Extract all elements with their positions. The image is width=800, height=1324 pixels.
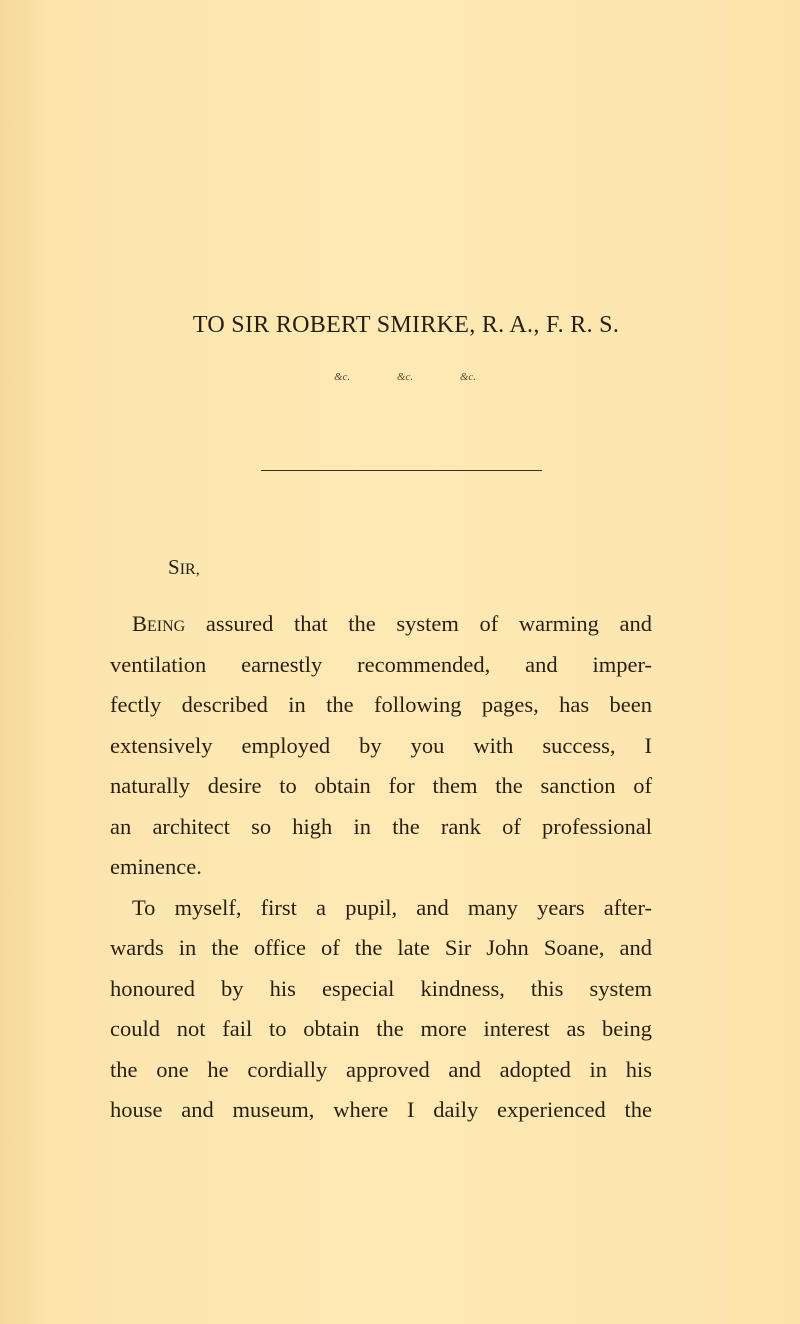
text-line: naturally desire to obtain for them the sanction of bbox=[110, 773, 652, 798]
text-line: extensively employed by you with success, I bbox=[110, 732, 652, 758]
lead-word: Being bbox=[132, 611, 186, 636]
text-line: the one he cordially approved and adopted in his bbox=[110, 1056, 652, 1082]
text-line: eminence. bbox=[110, 854, 202, 879]
text-line: wards in the office of the late Sir John Soane, and bbox=[110, 935, 652, 960]
et-cetera: &c. bbox=[396, 371, 414, 383]
dedication-title: TO SIR ROBERT SMIRKE, R. A., F. R. S. bbox=[192, 312, 620, 338]
text-line: ventilation earnestly recommended, and imper- bbox=[110, 651, 652, 677]
horizontal-rule bbox=[261, 470, 542, 471]
text-line: Being assured that the system of warming and bbox=[132, 611, 652, 636]
salutation bbox=[168, 555, 200, 580]
text-line: To myself, first a pupil, and many years after- bbox=[132, 894, 652, 920]
letter-body bbox=[110, 604, 652, 1131]
text-line: an architect so high in the rank of professional bbox=[110, 813, 652, 839]
salutation-rest: IR, bbox=[179, 561, 200, 578]
text-line: honoured by his especial kindness, this system bbox=[110, 975, 652, 1001]
text-line: fectly described in the following pages, has been bbox=[110, 692, 652, 717]
et-cetera: &c. bbox=[333, 371, 351, 383]
et-cetera-row bbox=[0, 371, 800, 383]
et-cetera: &c. bbox=[459, 371, 477, 383]
text-line: could not fail to obtain the more interest as being bbox=[110, 1016, 652, 1041]
salutation-initial: S bbox=[168, 555, 180, 579]
text-line: house and museum, where I daily experienced the bbox=[110, 1097, 652, 1122]
